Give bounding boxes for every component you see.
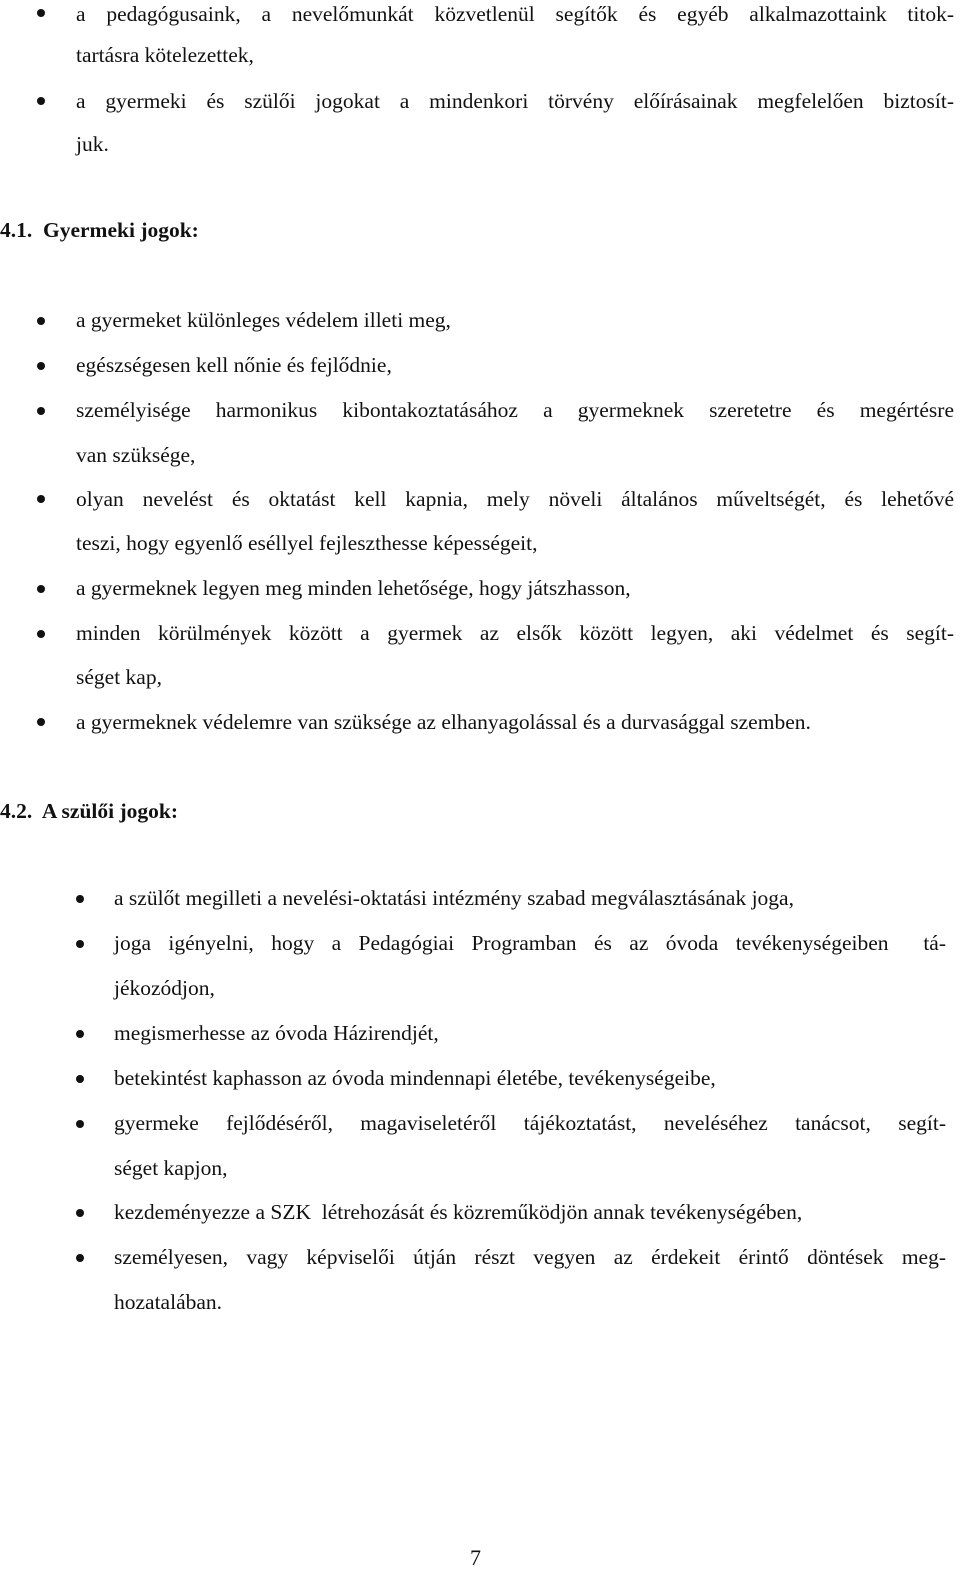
bullet [37,362,45,370]
list-item-line: személyisége harmonikus kibontakoztatásához a gyermeknek szeretetre és megértésre [76,398,954,422]
list-item-line: jékozódjon, [114,976,215,1000]
list-item-line: juk. [76,132,109,156]
bullet [37,718,45,726]
list-item-line: a gyermeket különleges védelem illeti meg, [76,308,451,332]
section-heading-4-1: 4.1. Gyermeki jogok: [0,218,199,242]
section-heading-4-2: 4.2. A szülői jogok: [0,799,178,823]
list-item-line: minden körülmények között a gyermek az elsők között legyen, aki védelmet és segít- [76,621,954,645]
list-item-line: a szülőt megilleti a nevelési-oktatási intézmény szabad megválasztásának joga, [114,886,794,910]
bullet [37,630,45,638]
list-item-line: van szüksége, [76,443,196,467]
list-item-line: a gyermeki és szülői jogokat a mindenkori törvény előírásainak megfelelően biztosít- [76,89,954,113]
list-item-line: olyan nevelést és oktatást kell kapnia, mely növeli általános műveltségét, és lehetővé [76,487,954,511]
bullet [76,1030,84,1038]
bullet [76,1120,84,1128]
bullet [76,1209,84,1217]
list-item-line: joga igényelni, hogy a Pedagógiai Programban és az óvoda tevékenységeiben tá- [114,931,946,955]
list-item-line: megismerhesse az óvoda Házirendjét, [114,1021,439,1045]
list-item-line: személyesen, vagy képviselői útján részt vegyen az érdekeit érintő döntések meg- [114,1245,946,1269]
bullet [37,495,45,503]
bullet [76,1075,84,1083]
bullet [37,9,45,17]
list-item-line: a gyermeknek legyen meg minden lehetősége, hogy játszhasson, [76,576,631,600]
list-item-line: hozatalában. [114,1290,223,1314]
bullet [37,407,45,415]
list-item-line: séget kap, [76,665,162,689]
list-item-line: kezdeményezze a SZK létrehozását és közreműködjön annak tevékenységében, [114,1200,803,1224]
list-item-line: a gyermeknek védelemre van szüksége az elhanyagolással és a durvasággal szemben. [76,710,811,734]
bullet [37,97,45,105]
bullet [76,940,84,948]
list-item-line: tartásra kötelezettek, [76,43,254,67]
bullet [37,585,45,593]
list-item-line: gyermeke fejlődéséről, magaviseletéről tájékoztatást, neveléséhez tanácsot, segít- [114,1111,946,1135]
list-item-line: betekintést kaphasson az óvoda mindennapi életébe, tevékenységeibe, [114,1066,716,1090]
list-item-line: egészségesen kell nőnie és fejlődnie, [76,353,392,377]
bullet [37,317,45,325]
list-item-line: teszi, hogy egyenlő eséllyel fejleszthesse képességeit, [76,531,538,555]
page-number: 7 [470,1545,481,1570]
list-item-line: a pedagógusaink, a nevelőmunkát közvetlenül segítők és egyéb alkalmazottaink titok- [76,2,954,26]
list-item-line: séget kapjon, [114,1156,228,1180]
bullet [76,895,84,903]
bullet [76,1254,84,1262]
